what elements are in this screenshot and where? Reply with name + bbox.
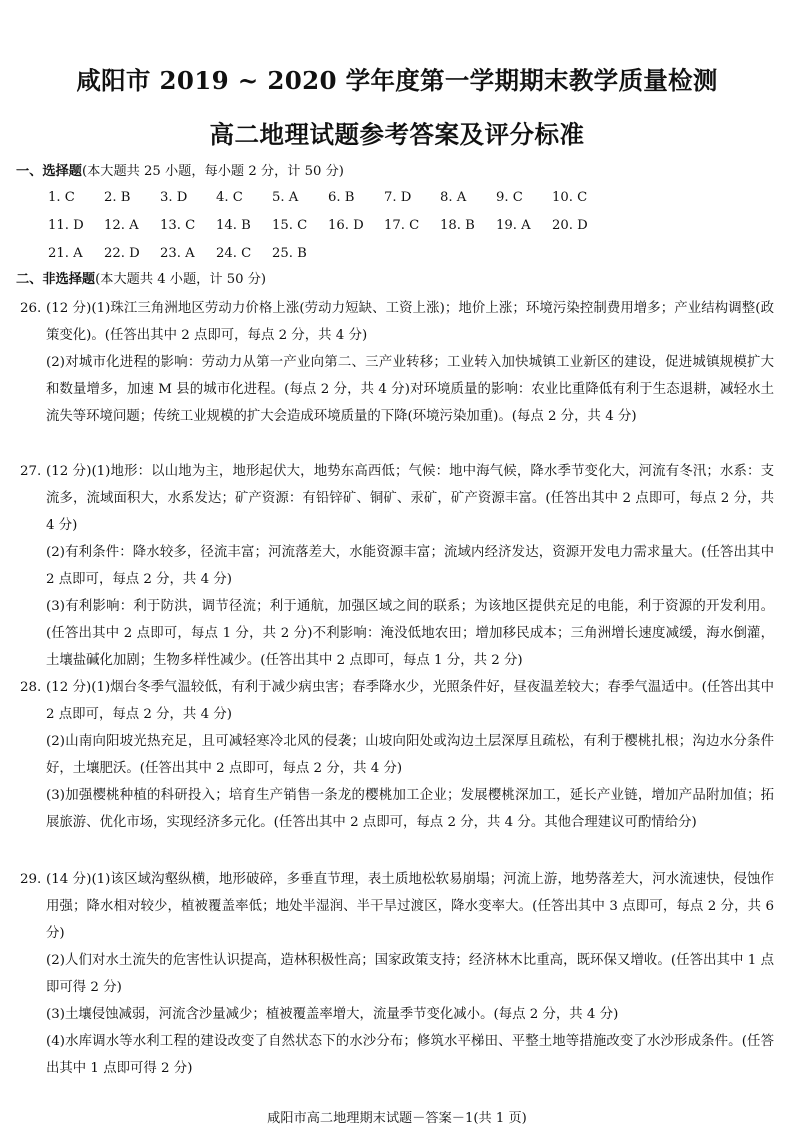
choice-answer: 3. D xyxy=(160,190,188,205)
choice-answer: 4. C xyxy=(216,190,243,205)
answer-paragraph: (2)人们对水土流失的危害性认识提高，造林积极性高；国家政策支持；经济林木比重高，既环保又增收。(任答出其中 1 点即可得 2 分) xyxy=(46,953,774,995)
choice-answer: 9. C xyxy=(496,190,523,205)
choice-answer: 6. B xyxy=(328,190,355,205)
answer-paragraph: (4)水库调水等水利工程的建设改变了自然状态下的水沙分布；修筑水平梯田、平整土地等措施改变了水沙形成条件。(任答出其中 1 点即可得 2 分) xyxy=(46,1034,774,1076)
question-number: 26. xyxy=(20,301,42,316)
choice-answer: 7. D xyxy=(384,190,412,205)
answer-paragraph: (12 分)(1)珠江三角洲地区劳动力价格上涨(劳动力短缺、工资上涨)；地价上涨；环境污染控制费用增多；产业结构调整(政策变化)。(任答出其中 2 点即可，每点 2 分，共 4 分) xyxy=(46,301,774,343)
section-choice-title: 一、选择题 xyxy=(16,164,82,179)
choice-answer: 15. C xyxy=(272,218,308,233)
section-open-note: (本大题共 4 小题，计 50 分) xyxy=(95,272,267,287)
choice-answer: 19. A xyxy=(496,218,531,233)
question-number: 29. xyxy=(20,872,42,887)
section-choice-note: (本大题共 25 小题，每小题 2 分，计 50 分) xyxy=(81,164,344,179)
choice-answer: 1. C xyxy=(48,190,75,205)
choice-answer: 25. B xyxy=(272,246,307,261)
answer-paragraph: (3)加强樱桃种植的科研投入；培育生产销售一条龙的樱桃加工企业；发展樱桃深加工，延长产业链，增加产品附加值；拓展旅游、优化市场，实现经济多元化。(任答出其中 2 点即可，每点 2 分，共 4 分。其他合理建议可酌情给分) xyxy=(46,788,774,830)
choice-answer: 23. A xyxy=(160,246,195,261)
choice-answer: 10. C xyxy=(552,190,588,205)
choice-answer: 13. C xyxy=(160,218,196,233)
answer-paragraph: (2)有利条件：降水较多，径流丰富；河流落差大，水能资源丰富；流域内经济发达，资源开发电力需求量大。(任答出其中 2 点即可，每点 2 分，共 4 分) xyxy=(46,545,774,587)
choice-answer: 22. D xyxy=(104,246,140,261)
question-27 xyxy=(20,458,774,674)
choice-answer: 24. C xyxy=(216,246,252,261)
choice-answer: 8. A xyxy=(440,190,467,205)
choice-answer: 12. A xyxy=(104,218,139,233)
choice-answer: 20. D xyxy=(552,218,588,233)
question-number: 28. xyxy=(20,680,42,695)
section-open-title: 二、非选择题 xyxy=(16,272,96,287)
answer-paragraph: (12 分)(1)地形：以山地为主，地形起伏大，地势东高西低；气候：地中海气候，降水季节变化大，河流有冬汛；水系：支流多，流域面积大，水系发达；矿产资源：有铅锌矿、铜矿、汞矿，矿产资源丰富。(任答出其中 2 点即可，每点 2 分，共 4 分) xyxy=(46,464,774,533)
answer-paragraph: (3)有利影响：利于防洪，调节径流；利于通航，加强区域之间的联系；为该地区提供充足的电能，利于资源的开发利用。(任答出其中 2 点即可，每点 1 分，共 2 分)不利影响：淹没低地农田；增加移民成本；三角洲增长速度减缓，海水倒灌，土壤盐碱化加剧；生物多样性减少。(任答出其中 2 点即可，每点 1 分，共 2 分) xyxy=(46,599,774,668)
section-open-heading xyxy=(16,270,266,290)
answer-paragraph: (12 分)(1)烟台冬季气温较低，有利于减少病虫害；春季降水少，光照条件好，昼夜温差较大；春季气温适中。(任答出其中 2 点即可，每点 2 分，共 4 分) xyxy=(46,680,774,722)
page-footer: 咸阳市高二地理期末试题－答案－1(共 1 页) xyxy=(267,1111,527,1126)
choice-answer: 11. D xyxy=(48,218,84,233)
answer-paragraph: (3)土壤侵蚀减弱，河流含沙量减少；植被覆盖率增大，流量季节变化减小。(每点 2 分，共 4 分) xyxy=(46,1007,619,1022)
question-26 xyxy=(20,295,774,430)
choice-answer: 18. B xyxy=(440,218,475,233)
answer-paragraph: (2)对城市化进程的影响：劳动力从第一产业向第二、三产业转移；工业转入加快城镇工业新区的建设，促进城镇规模扩大和数量增多，加速 M 县的城市化进程。(每点 2 分，共 4 分)对环境质量的影响：农业比重降低有利于生态退耕，减轻水土流失等环境问题；传统工业规模的扩大会造成环境质量的下降(环境污染加重)。(每点 2 分，共 4 分) xyxy=(46,355,774,424)
page-subtitle: 高二地理试题参考答案及评分标准 xyxy=(209,120,585,149)
choice-answer: 17. C xyxy=(384,218,420,233)
question-29 xyxy=(20,866,774,1082)
answer-paragraph: (14 分)(1)该区域沟壑纵横，地形破碎，多垂直节理，表土质地松软易崩塌；河流上游，地势落差大，河水流速快，侵蚀作用强；降水相对较少，植被覆盖率低；地处半湿润、半干旱过渡区，降水变率大。(任答出其中 3 点即可，每点 2 分，共 6 分) xyxy=(46,872,774,941)
choice-answer: 21. A xyxy=(48,246,83,261)
page-title: 咸阳市 2019 ~ 2020 学年度第一学期期末教学质量检测 xyxy=(76,66,718,95)
choice-answer: 5. A xyxy=(272,190,299,205)
choice-answer: 14. B xyxy=(216,218,251,233)
choice-answer: 16. D xyxy=(328,218,364,233)
question-28 xyxy=(20,674,774,836)
question-number: 27. xyxy=(20,464,42,479)
choice-answer: 2. B xyxy=(104,190,131,205)
section-choice-heading xyxy=(16,162,344,182)
answer-paragraph: (2)山南向阳坡光热充足，且可减轻寒冷北风的侵袭；山坡向阳处或沟边土层深厚且疏松，有利于樱桃扎根；沟边水分条件好，土壤肥沃。(任答出其中 2 点即可，每点 2 分，共 4 分) xyxy=(46,734,774,776)
